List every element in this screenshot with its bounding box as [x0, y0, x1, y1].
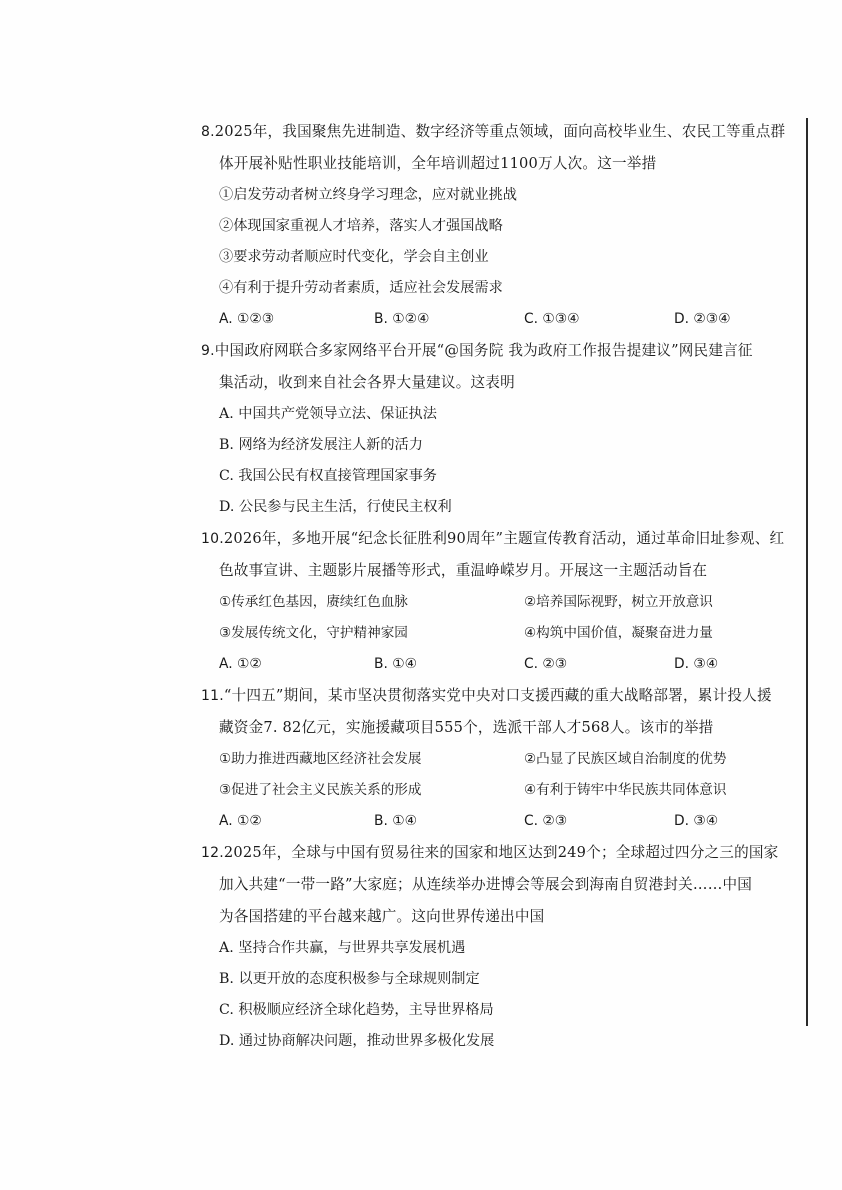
question-12-stem-line-1: 12.2025年，全球与中国有贸易往来的国家和地区达到249个；全球超过四分之三的国家 — [201, 844, 779, 861]
question-8-number: 8. — [201, 124, 215, 140]
question-10-stem-line-2: 色故事宣讲、主题影片展播等形式，重温峥嵘岁月。开展这一主题活动旨在 — [219, 562, 708, 579]
question-8-option-4: ④有利于提升劳动者素质，适应社会发展需求 — [219, 280, 503, 296]
question-12-choice-c[interactable]: C. 积极顺应经济全球化趋势，主导世界格局 — [219, 1002, 494, 1018]
question-11-choices — [201, 806, 801, 837]
question-11-stem-line-2: 藏资金7. 82亿元，实施援藏项目555个，选派干部人才568人。该市的举措 — [219, 719, 714, 736]
question-10 — [201, 523, 801, 680]
question-10-choice-b[interactable]: B. ①④ — [374, 656, 417, 672]
question-11-option-3: ③促进了社会主义民族关系的形成 — [219, 782, 422, 798]
question-11-options-row-1 — [201, 744, 801, 775]
question-11-option-4: ④有利于铸牢中华民族共同体意识 — [524, 782, 727, 798]
question-9 — [201, 335, 801, 523]
question-8-choices — [201, 304, 801, 335]
question-11-option-1: ①助力推进西藏地区经济社会发展 — [219, 751, 422, 767]
question-11-choice-d[interactable]: D. ③④ — [674, 813, 719, 829]
question-12-choice-d[interactable]: D. 通过协商解决问题，推动世界多极化发展 — [219, 1033, 495, 1049]
question-9-choice-b[interactable]: B. 网络为经济发展注人新的活力 — [219, 437, 423, 453]
question-9-choice-c[interactable]: C. 我国公民有权直接管理国家事务 — [219, 468, 437, 484]
page-binding-rule — [806, 118, 808, 1026]
question-10-option-2: ②培养国际视野，树立开放意识 — [524, 594, 713, 610]
question-8-choice-b[interactable]: B. ①②④ — [374, 311, 430, 327]
question-10-stem-line-1: 10.2026年，多地开展“纪念长征胜利90周年”主题宣传教育活动，通过革命旧址参观、红 — [201, 530, 785, 547]
question-9-number: 9. — [201, 343, 215, 359]
question-10-options-row-2 — [201, 618, 801, 649]
question-11-option-2: ②凸显了民族区域自治制度的优势 — [524, 751, 727, 767]
question-11-options-row-2 — [201, 775, 801, 806]
question-9-stem-line-2: 集活动，收到来自社会各界大量建议。这表明 — [219, 374, 515, 391]
question-8-option-3: ③要求劳动者顺应时代变化，学会自主创业 — [219, 249, 489, 265]
question-8-choice-a[interactable]: A. ①②③ — [219, 311, 275, 327]
question-10-choice-d[interactable]: D. ③④ — [674, 656, 719, 672]
question-12-stem-line-3: 为各国搭建的平台越来越广。这向世界传递出中国 — [219, 908, 545, 925]
question-11-stem-line-1: 11.“十四五”期间，某市坚决贯彻落实党中央对口支援西藏的重大战略部署，累计投人援 — [201, 687, 772, 704]
question-8-choice-c[interactable]: C. ①③④ — [524, 311, 580, 327]
question-8 — [201, 116, 801, 335]
question-11-choice-b[interactable]: B. ①④ — [374, 813, 417, 829]
question-8-stem-line-1: 8.2025年，我国聚焦先进制造、数字经济等重点领域，面向高校毕业生、农民工等重点群 — [201, 123, 786, 140]
question-11 — [201, 680, 801, 837]
question-10-choice-a[interactable]: A. ①② — [219, 656, 262, 672]
question-10-option-3: ③发展传统文化，守护精神家园 — [219, 625, 408, 641]
question-10-choice-c[interactable]: C. ②③ — [524, 656, 568, 672]
question-11-choice-a[interactable]: A. ①② — [219, 813, 262, 829]
question-10-number: 10. — [201, 531, 224, 547]
question-12-choice-a[interactable]: A. 坚持合作共赢，与世界共享发展机遇 — [219, 940, 466, 956]
question-8-option-1: ①启发劳动者树立终身学习理念，应对就业挑战 — [219, 187, 517, 203]
question-8-choice-d[interactable]: D. ②③④ — [674, 311, 731, 327]
question-10-option-4: ④构筑中国价值，凝聚奋进力量 — [524, 625, 713, 641]
question-10-option-1: ①传承红色基因，赓续红色血脉 — [219, 594, 408, 610]
question-11-number: 11. — [201, 688, 224, 704]
question-12-stem-line-2: 加入共建“一带一路”大家庭；从连续举办进博会等展会到海南自贸港封关……中国 — [219, 876, 753, 893]
question-12 — [201, 837, 801, 1057]
question-12-number: 12. — [201, 845, 224, 861]
question-10-options-row-1 — [201, 587, 801, 618]
question-8-option-2: ②体现国家重视人才培养，落实人才强国战略 — [219, 218, 503, 234]
question-8-stem-line-2: 体开展补贴性职业技能培训，全年培训超过1100万人次。这一举措 — [219, 155, 657, 172]
question-12-choice-b[interactable]: B. 以更开放的态度积极参与全球规则制定 — [219, 971, 480, 987]
question-11-choice-c[interactable]: C. ②③ — [524, 813, 568, 829]
question-10-choices — [201, 649, 801, 680]
question-list — [201, 116, 801, 1057]
question-9-choice-d[interactable]: D. 公民参与民主生活，行使民主权利 — [219, 499, 452, 515]
question-9-stem-line-1: 9.中国政府网联合多家网络平台开展“@国务院 我为政府工作报告提建议”网民建言征 — [201, 342, 753, 359]
question-9-choice-a[interactable]: A. 中国共产党领导立法、保证执法 — [219, 406, 437, 422]
